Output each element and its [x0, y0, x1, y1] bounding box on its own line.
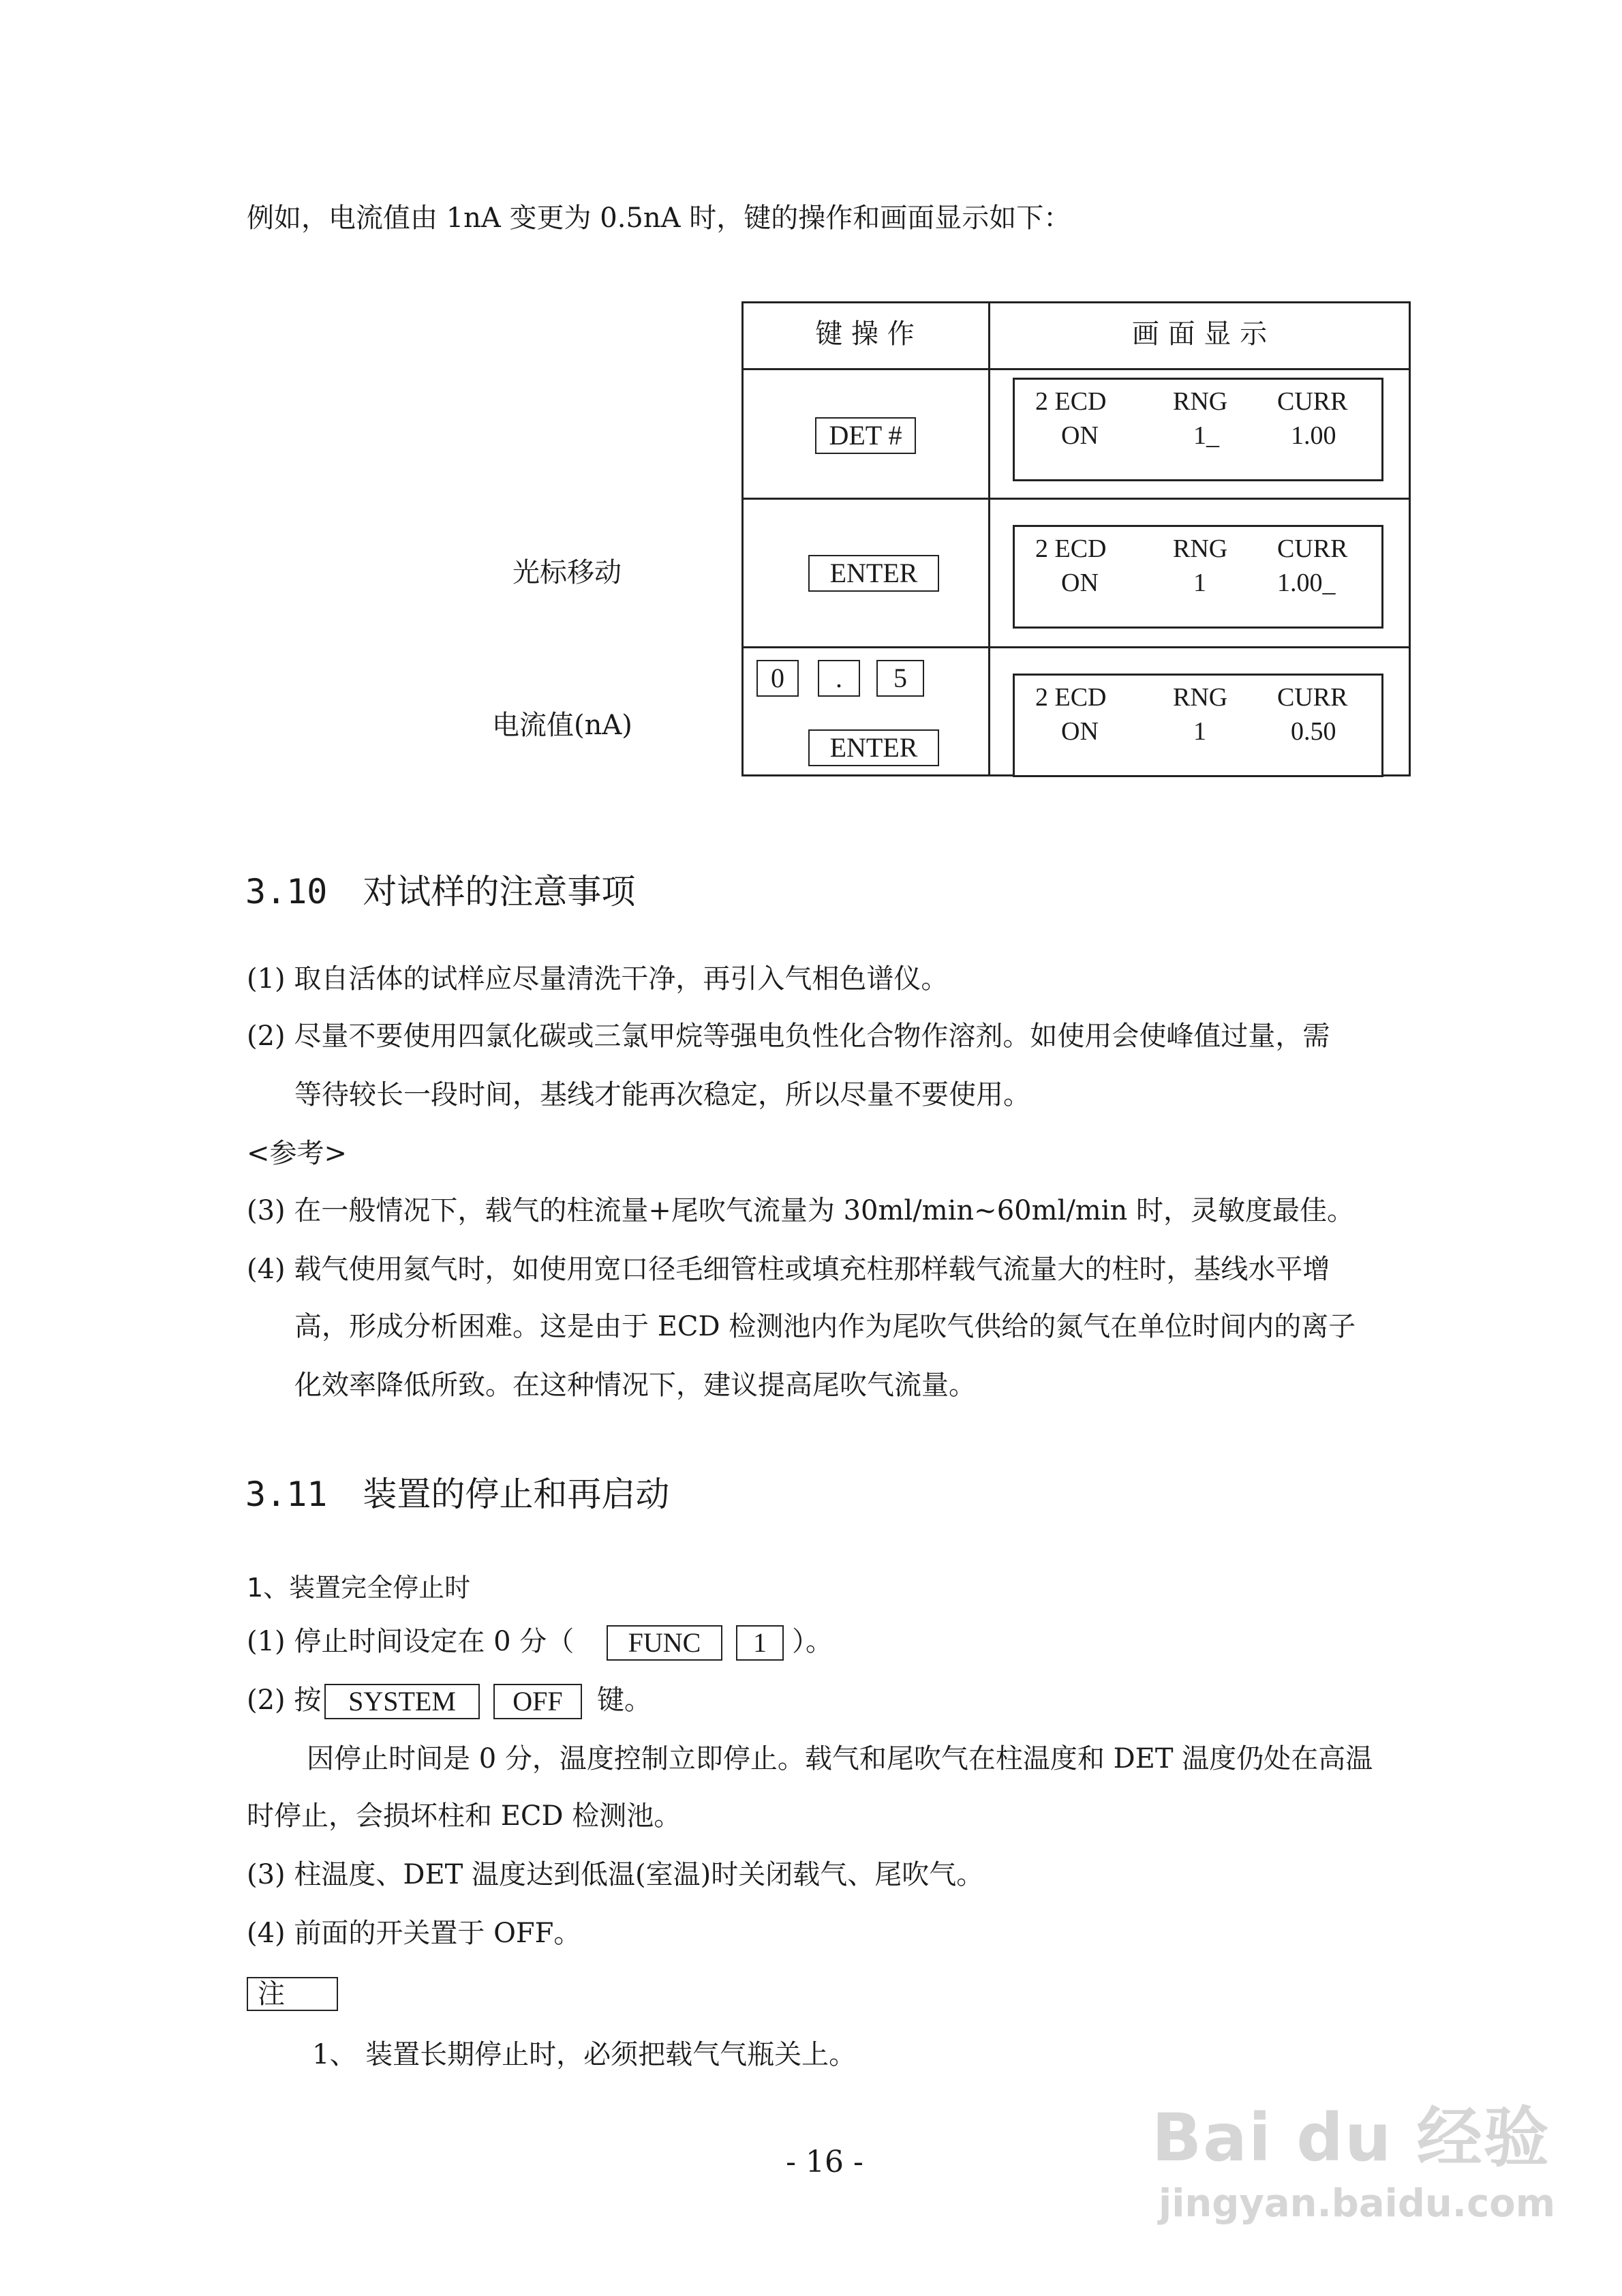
list-item-continuation: 化效率降低所致。在这种情况下，建议提高尾吹气流量。 [294, 1370, 976, 1401]
list-item-continuation: 高，形成分析困难。这是由于 ECD 检测池内作为尾吹气供给的氮气在单位时间内的离子 [294, 1311, 1356, 1342]
lcd-text: RNG [1173, 534, 1228, 563]
section-heading-3-11 [245, 1474, 669, 1515]
lcd-text: ON [1061, 569, 1099, 597]
row-label-cursor-move: 光标移动 [512, 557, 622, 588]
lcd-text: RNG [1173, 683, 1228, 712]
lcd-text: RNG [1173, 387, 1228, 416]
enter-key[interactable]: ENTER [808, 729, 939, 766]
lcd-text: CURR [1277, 534, 1348, 563]
paragraph: 因停止时间是 0 分，温度控制立即停止。载气和尾吹气在柱温度和 DET 温度仍处在高温 [307, 1743, 1373, 1774]
lcd-text: 1.00 [1291, 421, 1336, 450]
list-item: (4) 载气使用氦气时，如使用宽口径毛细管柱或填充柱那样载气流量大的柱时，基线水平增 [247, 1254, 1330, 1285]
lcd-text: 1.00_ [1277, 569, 1336, 597]
baidu-watermark-url: jingyan.baidu.com [1159, 2181, 1556, 2226]
lcd-text: 1 [1193, 717, 1206, 746]
list-item-suffix: ）。 [792, 1626, 833, 1657]
row-label-current-value: 电流值(nA) [492, 710, 632, 741]
key-5[interactable]: 5 [876, 660, 924, 697]
list-item: (2) 尽量不要使用四氯化碳或三氯甲烷等强电负性化合物作溶剂。如使用会使峰值过量，需 [247, 1021, 1330, 1052]
list-item: (4) 前面的开关置于 OFF。 [247, 1918, 581, 1949]
section-title: 对试样的注意事项 [363, 872, 636, 911]
lcd-text: 2 ECD [1035, 683, 1107, 712]
reference-label: <参考> [247, 1138, 348, 1169]
intro-text: 例如，电流值由 1nA 变更为 0.5nA 时，键的操作和画面显示如下： [247, 202, 1071, 234]
note-text: 1、 装置长期停止时，必须把载气气瓶关上。 [312, 2039, 857, 2070]
lcd-text: CURR [1277, 683, 1348, 712]
section-number: 3.11 [245, 1475, 328, 1514]
list-item-continuation: 等待较长一段时间，基线才能再次稳定，所以尽量不要使用。 [294, 1079, 1030, 1111]
list-item: (1) 停止时间设定在 0 分（ [247, 1626, 575, 1657]
list-item: (2) 按 [247, 1685, 322, 1716]
list-item: (3) 柱温度、DET 温度达到低温(室温)时关闭载气、尾吹气。 [247, 1859, 984, 1890]
sub-heading: 1、装置完全停止时 [247, 1573, 471, 1603]
key-0[interactable]: 0 [756, 660, 799, 697]
det-key[interactable]: DET # [815, 417, 916, 454]
note-label: 注 [258, 1978, 285, 2010]
key-dot[interactable]: . [818, 660, 860, 697]
baidu-watermark-logo: Bai du 经验 [1152, 2100, 1550, 2176]
header-screen-display: 画 面 显 示 [1131, 318, 1268, 350]
note-box [247, 1977, 338, 2011]
lcd-display-3 [1013, 674, 1383, 777]
lcd-text: 0.50 [1291, 717, 1336, 746]
list-item-suffix: 键。 [597, 1685, 652, 1716]
lcd-text: ON [1061, 717, 1099, 746]
section-title: 装置的停止和再启动 [363, 1475, 670, 1514]
section-heading-3-10 [245, 871, 635, 912]
lcd-text: ON [1061, 421, 1099, 450]
lcd-text: CURR [1277, 387, 1348, 416]
header-key-operation: 键 操 作 [815, 318, 915, 350]
lcd-text: 2 ECD [1035, 387, 1107, 416]
lcd-text: 1 [1193, 569, 1206, 597]
paragraph: 时停止，会损坏柱和 ECD 检测池。 [247, 1800, 682, 1832]
system-key[interactable]: SYSTEM [324, 1684, 480, 1719]
enter-key[interactable]: ENTER [808, 555, 939, 592]
key-1[interactable]: 1 [736, 1625, 784, 1661]
section-number: 3.10 [245, 872, 328, 911]
lcd-text: 1_ [1193, 421, 1219, 450]
lcd-text: 2 ECD [1035, 534, 1107, 563]
lcd-display-2 [1013, 525, 1383, 629]
func-key[interactable]: FUNC [607, 1625, 722, 1661]
list-item: (1) 取自活体的试样应尽量清洗干净，再引入气相色谱仪。 [247, 963, 949, 995]
list-item: (3) 在一般情况下，载气的柱流量+尾吹气流量为 30ml/min~60ml/min 时，灵敏度最佳。 [247, 1195, 1354, 1226]
off-key[interactable]: OFF [493, 1684, 582, 1719]
page-number: - 16 - [786, 2145, 863, 2179]
lcd-display-1 [1013, 378, 1383, 481]
